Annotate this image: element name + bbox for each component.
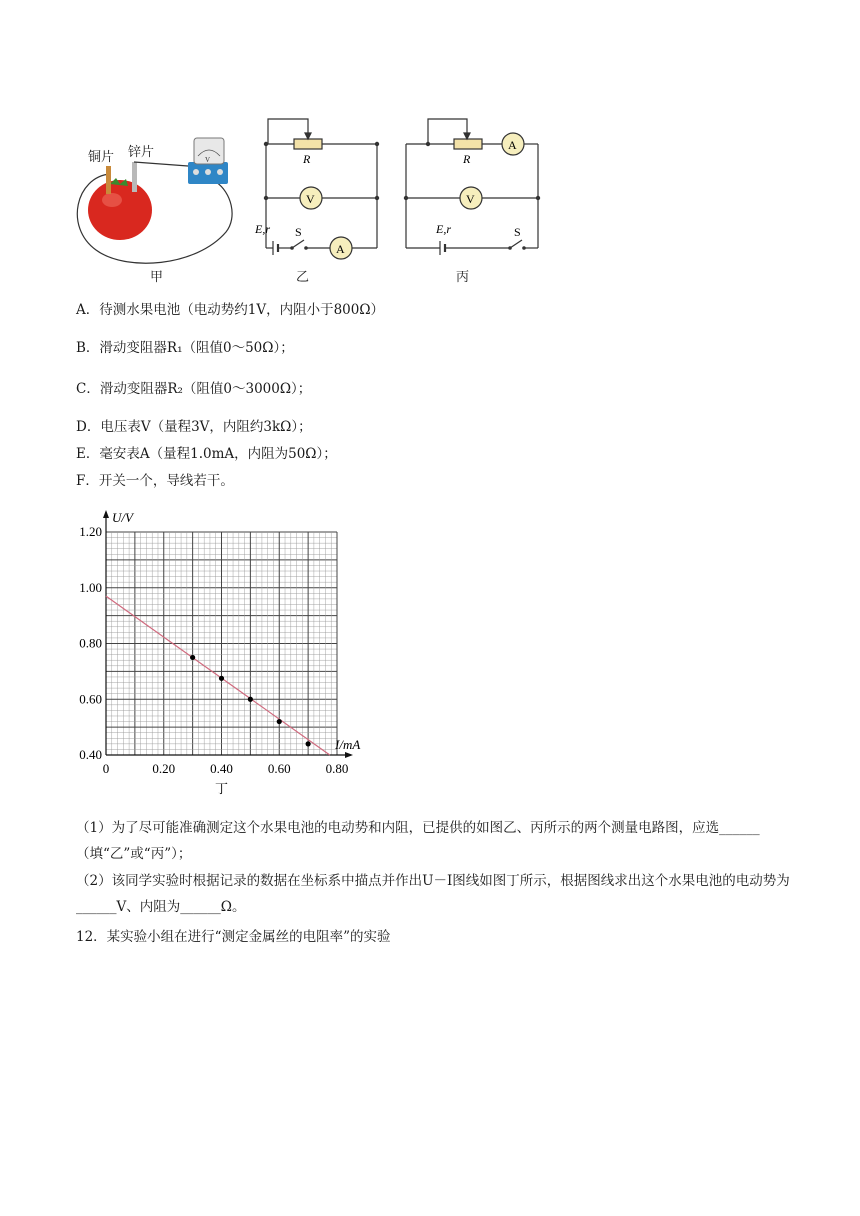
source-label: E,r xyxy=(436,222,451,236)
data-point xyxy=(248,697,253,702)
resistor-label: R xyxy=(303,152,311,166)
data-point xyxy=(306,741,311,746)
ammeter-label: A xyxy=(508,138,517,152)
x-tick-label: 0.20 xyxy=(152,761,176,776)
y-tick-label: 0.60 xyxy=(79,691,102,707)
ammeter-label: A xyxy=(336,242,345,256)
question-2: （2）该同学实验时根据记录的数据在坐标系中描点并作出U－I图线如图丁所示，根据图线求出这个水果电池的电动势为______V、内阻为______Ω。 xyxy=(76,873,790,915)
data-point xyxy=(190,655,195,660)
voltmeter-label: V xyxy=(466,192,475,206)
y-tick-label: 1.00 xyxy=(79,579,102,595)
option-e: E．毫安表A（量程1.0mA，内阻为50Ω）； xyxy=(76,446,337,462)
fit-line xyxy=(106,596,330,755)
x-tick-label: 0.60 xyxy=(267,761,291,776)
figure-jia-label: 甲 xyxy=(150,270,164,285)
resistor-label: R xyxy=(463,152,471,166)
question-1: （1）为了尽可能准确测定这个水果电池的电动势和内阻，已提供的如图乙、丙所示的两个测量电路图，应选______（填“乙”或“丙”）； xyxy=(76,820,760,862)
data-point xyxy=(277,719,282,724)
x-axis-arrow xyxy=(345,752,353,758)
u-i-chart xyxy=(60,505,370,795)
figure-bing-label: 丙 xyxy=(456,270,470,285)
meter-symbol: V xyxy=(205,156,211,164)
question-12: 12．某实验小组在进行“测定金属丝的电阻率”的实验 xyxy=(76,929,391,945)
y-axis-arrow xyxy=(103,510,109,518)
switch-label: S xyxy=(295,225,302,239)
figure-yi-label: 乙 xyxy=(296,270,310,285)
zinc-plate-label: 锌片 xyxy=(128,145,155,160)
x-tick-label: 0.40 xyxy=(210,761,233,776)
option-f: F．开关一个，导线若干。 xyxy=(76,473,234,489)
y-tick-label: 0.80 xyxy=(79,635,102,651)
voltmeter-label: V xyxy=(306,192,315,206)
circuit-bing xyxy=(388,112,548,262)
y-axis-label: U/V xyxy=(112,510,133,525)
y-tick-label: 0.40 xyxy=(79,747,102,762)
option-d: D．电压表V（量程3V，内阻约3kΩ）； xyxy=(76,419,312,435)
option-c: C．滑动变阻器R₂（阻值0～3000Ω）； xyxy=(76,381,312,397)
x-axis-label: I/mA xyxy=(335,737,361,752)
circuit-yi xyxy=(240,112,390,262)
switch-label: S xyxy=(514,225,521,239)
option-b: B．滑动变阻器R₁（阻值0～50Ω）； xyxy=(76,340,294,356)
copper-plate-label: 铜片 xyxy=(88,150,115,165)
source-label: E,r xyxy=(255,222,270,236)
option-a: A．待测水果电池（电动势约1V，内阻小于800Ω） xyxy=(76,302,385,318)
chart-caption: 丁 xyxy=(214,781,229,795)
data-point xyxy=(219,676,224,681)
x-tick-label: 0 xyxy=(102,761,110,776)
x-tick-label: 0.80 xyxy=(325,761,349,776)
y-tick-label: 1.20 xyxy=(79,524,102,539)
